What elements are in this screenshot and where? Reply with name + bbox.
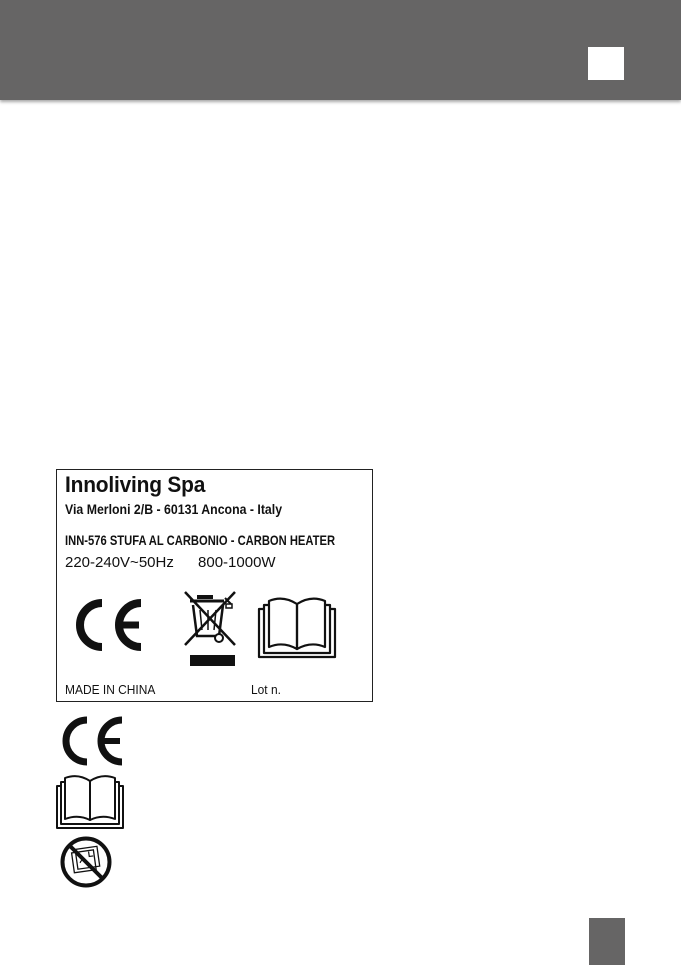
voltage-rating: 220-240V~50Hz [65, 554, 174, 571]
crossed-out-wheelie-bin-icon [181, 588, 241, 668]
made-in-text: MADE IN CHINA [65, 682, 156, 697]
model-description: INN-576 STUFA AL CARBONIO - CARBON HEATER [65, 532, 336, 548]
do-not-cover-icon [55, 836, 117, 888]
page-tab-marker [589, 918, 625, 965]
lot-number-text: Lot n. [251, 682, 281, 697]
company-address: Via Merloni 2/B - 60131 Ancona - Italy [65, 501, 283, 517]
rating-label [56, 469, 373, 702]
ce-mark-icon [55, 716, 125, 766]
read-manual-icon [54, 773, 126, 831]
electrical-rating [65, 554, 276, 571]
page-header-band [0, 0, 681, 100]
read-manual-icon [256, 595, 338, 661]
power-rating: 800-1000W [198, 554, 276, 571]
header-square-marker [588, 47, 624, 80]
ce-mark-icon [67, 599, 145, 651]
company-name: Innoliving Spa [65, 472, 206, 497]
